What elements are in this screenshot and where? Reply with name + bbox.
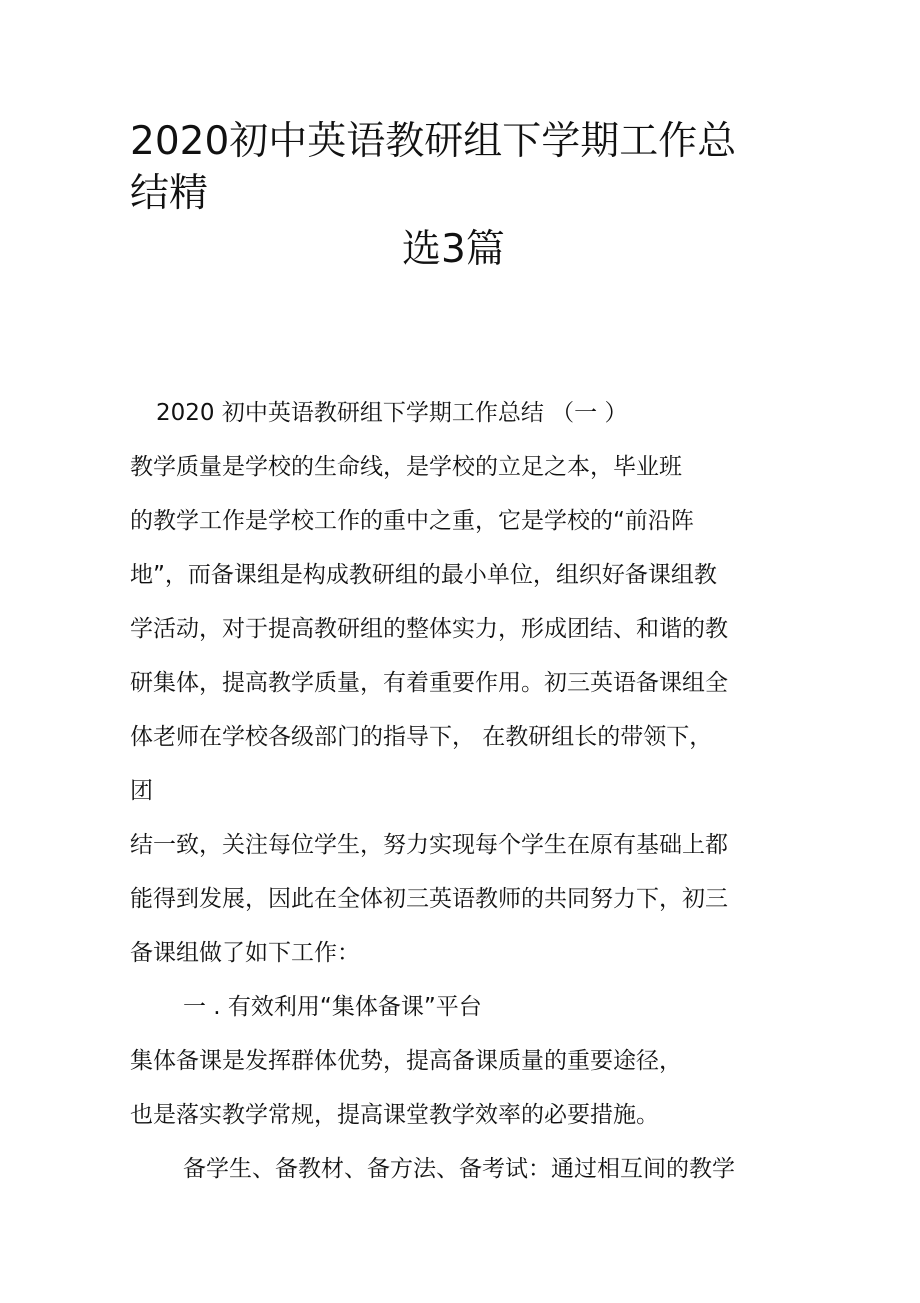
document-title-line-2: 结精 — [130, 171, 209, 216]
body-line: 的教学工作是学校工作的重中之重，它是学校的“前沿阵 — [130, 508, 694, 534]
body-line: 学活动，对于提高教研组的整体实力，形成团结、和谐的教 — [130, 616, 728, 642]
document-title-line-1: 2020初中英语教研组下学期工作总 — [130, 119, 737, 164]
body-line: 集体备课是发挥群体优势，提高备课质量的重要途径， — [130, 1048, 682, 1074]
body-line: 研集体，提高教学质量，有着重要作用。初三英语备课组全 — [130, 670, 728, 696]
body-line: 团 — [130, 778, 153, 804]
body-line: 教学质量是学校的生命线，是学校的立足之本，毕业班 — [130, 454, 682, 480]
body-line: 能得到发展，因此在全体初三英语教师的共同努力下，初三 — [130, 886, 728, 912]
body-line: 也是落实教学常规，提高课堂教学效率的必要措施。 — [130, 1102, 659, 1128]
subsection-heading: 一 . 有效利用“集体备课”平台 — [183, 994, 482, 1020]
body-line: 体老师在学校各级部门的指导下， 在教研组长的带领下， — [130, 724, 713, 750]
body-line: 备课组做了如下工作： — [130, 940, 360, 966]
body-line: 备学生、备教材、备方法、备考试：通过相互间的教学 — [183, 1156, 735, 1182]
document-title-line-3: 选3篇 — [402, 227, 505, 272]
section-heading: 2020 初中英语教研组下学期工作总结 （一 ） — [156, 400, 628, 426]
body-line: 地”，而备课组是构成教研组的最小单位，组织好备课组教 — [130, 562, 717, 588]
body-line: 结一致，关注每位学生，努力实现每个学生在原有基础上都 — [130, 832, 728, 858]
